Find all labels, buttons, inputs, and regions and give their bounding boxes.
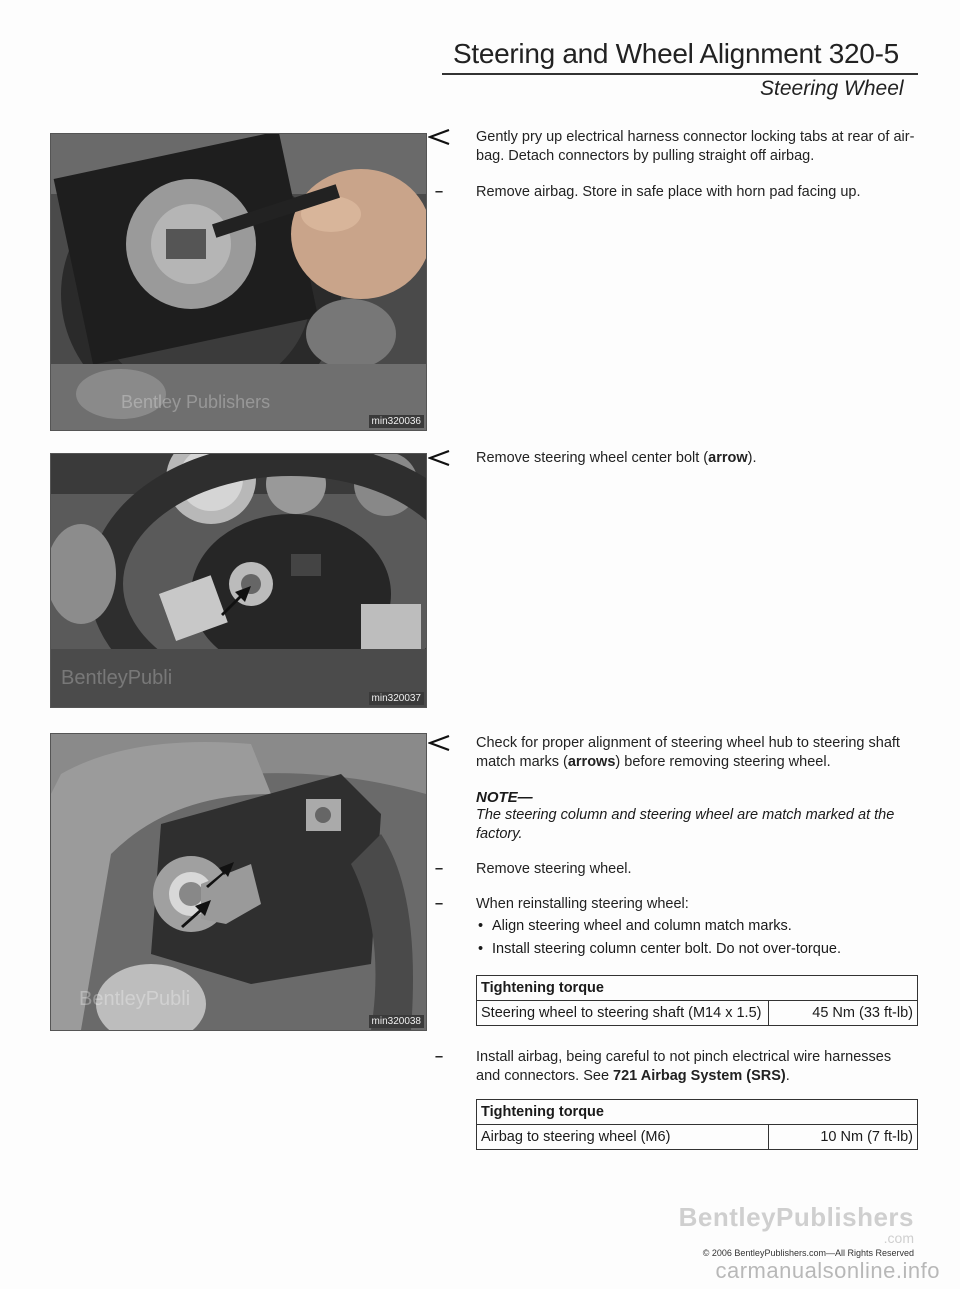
photo-watermark: Bentley Publishers <box>121 392 271 412</box>
step-text-bold: arrow <box>708 450 748 466</box>
step-reinstall-wheel <box>428 895 918 914</box>
torque-table-heading: Tightening torque <box>477 1100 918 1125</box>
photo-id-label: min320038 <box>369 1015 424 1028</box>
torque-table-steering <box>476 975 918 1026</box>
step-install-airbag <box>428 1048 918 1086</box>
photo-match-marks <box>50 733 427 1031</box>
publisher-logo: BentleyPublishers <box>678 1202 914 1232</box>
photo-airbag-connector <box>50 133 427 431</box>
torque-value: 10 Nm (7 ft-lb) <box>769 1125 918 1150</box>
step-pry-connector-tabs <box>428 128 918 166</box>
step-check-alignment <box>428 734 918 772</box>
step-text: When reinstalling steering wheel: <box>476 896 689 912</box>
step-remove-center-bolt <box>428 449 918 468</box>
torque-item: Steering wheel to steering shaft (M14 x 1.5) <box>477 1001 769 1026</box>
cross-reference-link: 721 Airbag System (SRS) <box>613 1068 786 1084</box>
photo-steering-wheel-bolt <box>50 453 427 708</box>
step-text-bold: arrows <box>567 754 616 770</box>
photo-watermark: BentleyPubli <box>61 667 173 689</box>
step-remove-airbag <box>428 183 918 202</box>
photo-watermark: BentleyPubli <box>79 988 191 1010</box>
site-watermark: carmanualsonline.info <box>715 1258 940 1283</box>
pointer-arrow-icon <box>428 128 450 145</box>
torque-table-heading: Tightening torque <box>477 976 918 1001</box>
step-text: Remove airbag. Store in safe place with horn pad facing up. <box>476 184 861 200</box>
step-text-part: Remove steering wheel center bolt ( <box>476 450 709 466</box>
photo-id-label: min320037 <box>369 692 424 705</box>
bullet-align-marks <box>476 917 916 936</box>
torque-item: Airbag to steering wheel (M6) <box>477 1125 769 1150</box>
torque-value: 45 Nm (33 ft-lb) <box>769 1001 918 1026</box>
step-text-part: ). <box>747 450 757 466</box>
step-text <box>476 1048 918 1086</box>
section-subtitle: Steering Wheel <box>760 77 904 100</box>
step-text: Remove steering wheel. <box>476 861 632 877</box>
bullet-text: Install steering column center bolt. Do not over-torque. <box>492 941 841 957</box>
page-header-title: Steering and Wheel Alignment 320-5 <box>453 38 899 69</box>
photo-match-marks-image <box>51 734 426 1030</box>
step-text-part: Check for proper alignment of steering wheel hub to steering shaft match marks ( <box>476 735 900 770</box>
header-rule <box>442 73 918 75</box>
note-heading: NOTE— <box>476 789 533 806</box>
copyright-notice: © 2006 BentleyPublishers.com—All Rights Reserved <box>702 1248 914 1258</box>
pointer-arrow-icon <box>428 449 450 466</box>
dash-marker: – <box>434 896 444 912</box>
step-text-part: ) before removing steering wheel. <box>615 754 831 770</box>
bullet-text: Align steering wheel and column match marks. <box>492 918 792 934</box>
dash-marker: – <box>434 184 444 200</box>
pointer-arrow-icon <box>428 734 450 751</box>
dash-marker: – <box>434 861 444 877</box>
step-text-part: . <box>785 1068 790 1084</box>
publisher-logo-suffix: .com <box>883 1230 914 1246</box>
note-body: The steering column and steering wheel are match marked at the factory. <box>476 807 895 842</box>
step-remove-wheel <box>428 860 918 879</box>
step-text-part: Install airbag, being careful to not pinch electrical wire harnesses and connectors. See <box>476 1049 892 1084</box>
step-text <box>476 449 918 468</box>
photo-airbag-connector-image <box>51 134 426 430</box>
photo-id-label: min320036 <box>369 415 424 428</box>
dash-marker: – <box>434 1049 444 1065</box>
torque-table-airbag <box>476 1099 918 1150</box>
bullet-install-bolt <box>476 940 916 959</box>
step-text <box>476 734 918 772</box>
step-text: Gently pry up electrical harness connector locking tabs at rear of air-bag. Detach connectors by pulling straight off airbag. <box>476 129 915 164</box>
